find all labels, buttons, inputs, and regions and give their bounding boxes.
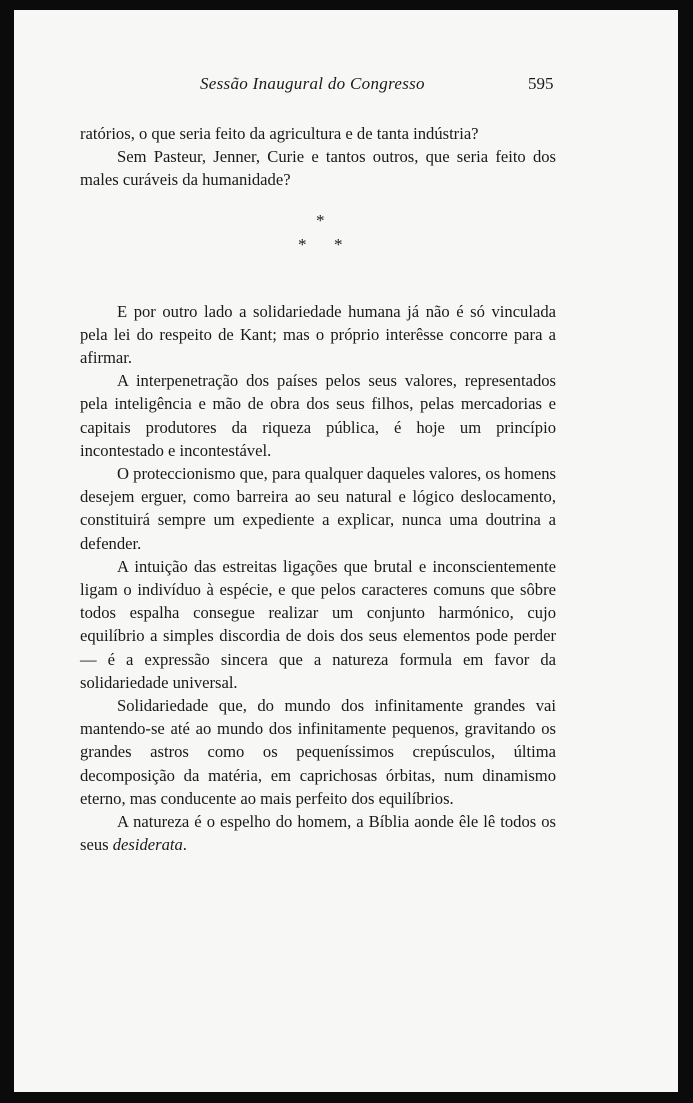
paragraph: Sem Pasteur, Jenner, Curie e tantos outros, que seria feito dos males curáveis da humanidade? (80, 147, 556, 190)
asterism-star: * (316, 210, 325, 230)
paragraph-end-punctuation: . (182, 835, 187, 855)
running-title: Sessão Inaugural do Congresso (200, 74, 425, 93)
paragraph: A interpenetração dos países pelos seus valores, representados pela inteligência e mão de obra dos seus filhos, pelas mercadorias e capitais produtores da riqueza pública, é hoje um princípio incontestado e incontestável. (80, 371, 556, 460)
paragraph: A intuição das estreitas ligações que brutal e inconscientemente ligam o indivíduo à espécie, e que pelos caracteres comuns que sôbre todos espalha consegue realizar um conjunto harmónico, cujo equilíbrio a simples discordia de dois dos seus elementos pode perder — é a expressão sincera que a natureza formula em favor da solidariedade universal. (80, 556, 556, 692)
page-number: 595 (528, 74, 554, 93)
paragraph (80, 810, 556, 856)
paragraph-continued: ratórios, o que seria feito da agricultura e de tanta indústria? (80, 124, 479, 143)
paragraph: Solidariedade que, do mundo dos infinitamente grandes vai mantendo-se até ao mundo dos infinitamente pequenos, gravitando os grandes astros como os pequeníssimos crepúsculos, última decomposição da matéria, em caprichosas órbitas, num dinamismo eterno, mas conducente ao mais perfeito dos equilíbrios. (80, 696, 556, 808)
paragraph: O proteccionismo que, para qualquer daqueles valores, os homens desejem erguer, como barreira ao seu natural e lógico deslocamento, constituirá sempre um expediente a explicar, nunca uma doutrina a defender. (80, 464, 556, 553)
page-body (80, 122, 556, 856)
paragraph: E por outro lado a solidariedade humana já não é só vinculada pela lei do respeito de Kant; mas o próprio interêsse concorre para a afirmar. (80, 301, 556, 368)
book-page (14, 10, 678, 1092)
emphasized-term: desiderata (112, 835, 183, 855)
paragraph-text: A natureza é o espelho do homem, a Bíblia aonde êle lê todos os seus (80, 812, 556, 855)
page-header (14, 74, 678, 98)
section-break-asterism (80, 192, 556, 300)
asterism-star: * (334, 234, 343, 254)
asterism-star: * (298, 234, 307, 254)
